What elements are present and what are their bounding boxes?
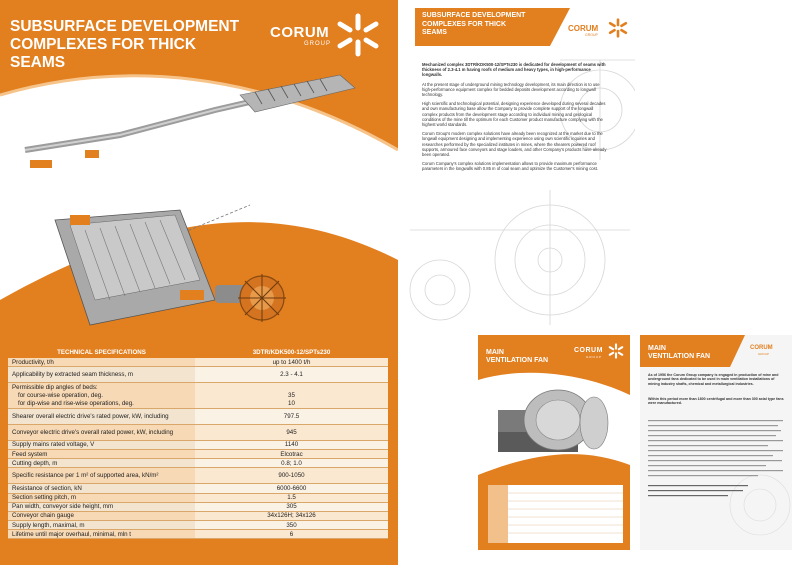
spec-value: 0.8; 1.0 [195,459,388,468]
spec-label: Specific resistance per 1 m² of supported area, kN/m² [8,468,195,484]
technical-specifications-table [8,347,388,539]
table-row [8,511,388,520]
spec-label: Cutting depth, m [8,459,195,468]
page4-title [648,345,710,361]
spec-label: Productivity, t/h [8,358,195,367]
corum-star-icon [608,343,624,359]
spec-value: 10 [195,400,388,409]
spec-label: Supply length, maximal, m [8,521,195,530]
spec-value: 6000-6600 [195,484,388,493]
spec-value: 797.5 [195,408,388,424]
main-title-line: COMPLEXES FOR THICK [10,36,197,53]
spec-label: Permissible dip angles of beds: [8,383,195,392]
table-row [8,521,388,530]
spec-label: Resistance of section, kN [8,484,195,493]
page3-title [486,349,548,365]
ventilation-fan-page [478,335,630,550]
table-row [8,367,388,383]
spec-value: 6 [195,530,388,539]
page3-title-line: VENTILATION FAN [486,357,549,364]
table-row [8,358,388,367]
page3-logo-sub: GROUP [586,355,603,359]
page2-title-line: SEAMS [422,29,447,36]
spec-label: Conveyor electric drive's overall rated power, kW, including [8,424,195,440]
spec-label: Lifetime until major overhaul, minimal, mln t [8,530,195,539]
page2-title-line: SUBSURFACE DEVELOPMENT [422,12,526,19]
table-row [8,391,388,399]
page2-title-line: COMPLEXES FOR THICK [422,20,507,28]
paragraph: High scientific and technological potential, designing experience developed during several decades and own manufacturing base allow the Company to provide complete support of the longwall complex products from the development stage according to individual mining and geological conditions of the mine till the optimum for each Customer product manufacture complying with the highest world standards. [422,101,606,128]
table-row [8,493,388,502]
main-title-line: SEAMS [10,54,66,71]
spec-value: 35 [195,391,388,399]
spec-value: up to 1400 t/h [195,358,388,367]
spec-label: for course-wise operation, deg. [8,391,195,399]
corum-star-icon [608,18,628,38]
table-row [8,400,388,409]
table-row [8,408,388,424]
spec-value: 1.5 [195,493,388,502]
page3-title-line: MAIN [486,349,504,356]
main-brochure-page [0,0,398,565]
spec-label: Section setting pitch, m [8,493,195,502]
page4-logo-sub: GROUP [758,352,770,356]
paragraph: Mechanized complex 3DTR/KDK500-12/SPTs230 is dedicated for development of seams with thickness of 2.3-4.1 m having roofs of medium and heavy types, in high-performance longwalls. [422,62,606,78]
spec-label: Conveyor chain gauge [8,511,195,520]
table-header-row [8,347,388,358]
logo-name: CORUM [270,24,330,41]
table-row [8,424,388,440]
spec-value: 34x126H; 34x126 [195,511,388,520]
page4-intro2: Within this period more than 1800 centrifugal and more than 300 axial type fans were manufactured. [648,397,784,406]
table-row [8,530,388,539]
page4-intro: As of 1956 the Corum Group company is engaged in production of mine and underground fans dedicated to be used in main ventilation installations of mining industry shafts, chemical and metallurgical industries. [648,373,779,386]
table-row [8,449,388,458]
page2-title [422,12,562,38]
page2-body-text [422,62,607,176]
page4-logo-name: CORUM [750,345,773,351]
spec-label: Applicability by extracted seam thickness, m [8,367,195,383]
spec-value: 900-1050 [195,468,388,484]
page4-banner [640,335,792,550]
table-row [8,459,388,468]
spec-value: 2.3 - 4.1 [195,367,388,383]
spec-value: Elcotrac [195,449,388,458]
main-title-line: SUBSURFACE DEVELOPMENT [10,18,240,35]
table-row [8,484,388,493]
ventilation-fan-text-page [640,335,792,550]
paragraph: Corum Group's modern complex solutions have already been recognized at the market due to the longwall equipment designing and implementing experience using own scientific inquiries and researches performed by the specialized institutes in mines, where the shearers powered roof supports, armoured face conveyors and stage loaders, and other Company's products have already been operated. [422,131,607,158]
page3-logo-name: CORUM [574,347,603,354]
spec-value [195,383,388,392]
page4-title-line: MAIN [648,345,666,352]
spec-value: 350 [195,521,388,530]
page4-title-line: VENTILATION FAN [648,353,711,360]
spec-value: 305 [195,502,388,511]
paragraph: Corum Company's complex solutions implementation allows to provide maximum performance parameters in the longwalls with 0.85 m of coal seam and optimize the Customer's mining cost. [422,161,599,172]
table-header-cell: 3DTR/KDK500-12/SPTs230 [195,347,388,358]
page2-logo-sub: GROUP [585,33,598,37]
text-page [400,0,635,325]
table-row [8,502,388,511]
spec-label: Feed system [8,449,195,458]
table-row [8,440,388,449]
spec-value: 945 [195,424,388,440]
table-row [8,468,388,484]
spec-label: Pan width, conveyor side height, mm [8,502,195,511]
logo-sub: GROUP [304,41,332,47]
spec-label: Shearer overall electric drive's rated power, kW, including [8,408,195,424]
table-row [8,383,388,392]
longwall-complex-illustration [0,0,398,345]
fan-illustration [478,335,630,550]
page2-logo-name: CORUM [568,24,599,33]
paragraph: At the present stage of underground mining technology development, its main direction is to use high-performance equipment complex for bedded deposits development according to longwall technology. [422,81,600,98]
spec-label: for dip-wise and rise-wise operations, deg. [8,400,195,409]
spec-label: Supply mains rated voltage, V [8,440,195,449]
spec-value: 1140 [195,440,388,449]
table-header-cell: TECHNICAL SPECIFICATIONS [8,347,195,358]
